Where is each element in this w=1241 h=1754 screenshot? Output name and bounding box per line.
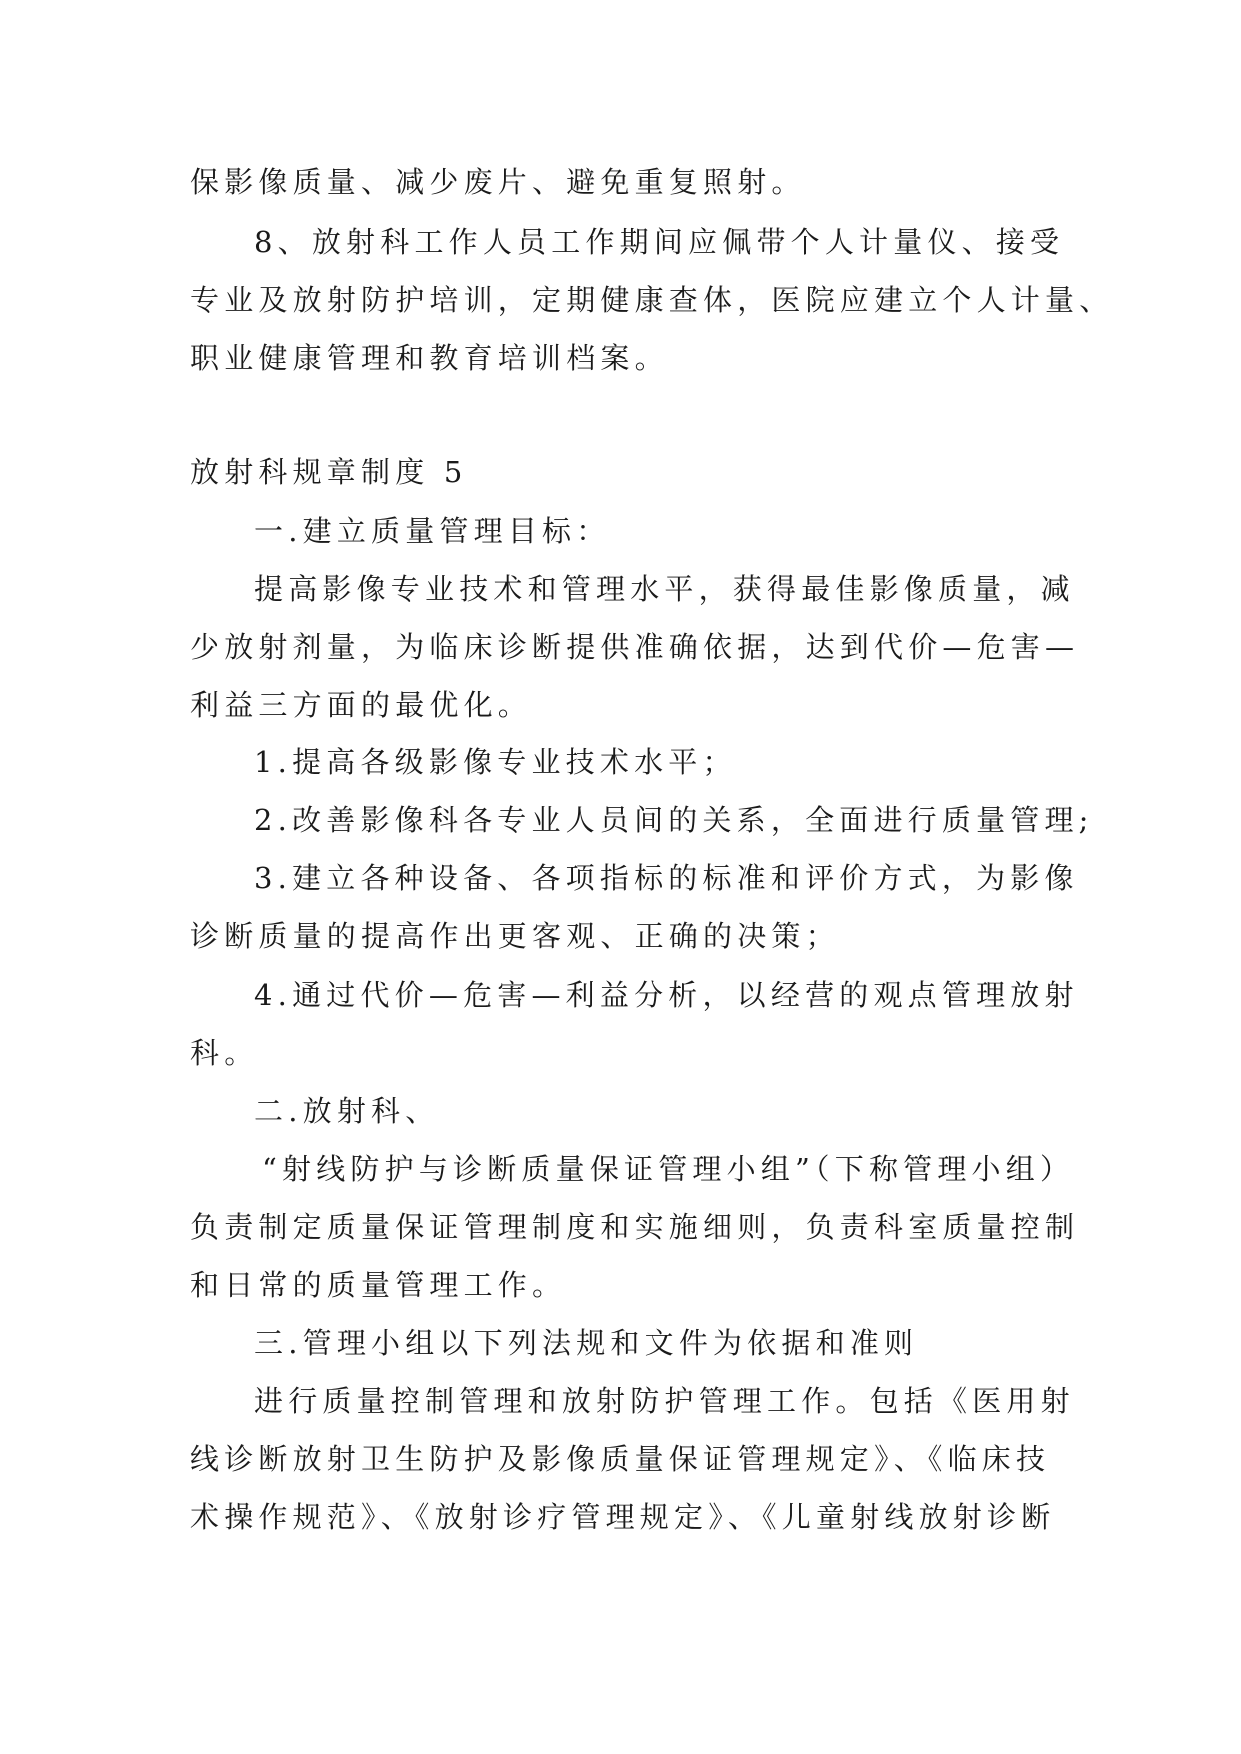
paragraph-line: 少放射剂量，为临床诊断提供准确依据，达到代价—危害— [190,630,1080,664]
paragraph-line: 职业健康管理和教育培训档案。 [190,341,669,375]
paragraph-line: 二.放射科、 [254,1094,440,1128]
paragraph-line: 诊断质量的提高作出更客观、正确的决策； [190,919,840,953]
paragraph-line: 和日常的质量管理工作。 [190,1268,567,1302]
paragraph-line: 进行质量控制管理和放射防护管理工作。包括《医用射 [254,1384,1075,1418]
paragraph-line: 负责制定质量保证管理制度和实施细则，负责科室质量控制 [190,1210,1080,1244]
paragraph-line: 科。 [190,1036,259,1070]
paragraph-line: 利益三方面的最优化。 [190,688,533,722]
paragraph-line: 线诊断放射卫生防护及影像质量保证管理规定》、《临床技 [190,1442,1051,1476]
paragraph-line: 8、放射科工作人员工作期间应佩带个人计量仪、接受 [254,225,1065,259]
list-item: 4.通过代价—危害—利益分析，以经营的观点管理放射 [254,978,1079,1012]
paragraph-line: 提高影像专业技术和管理水平，获得最佳影像质量，减 [254,572,1075,606]
paragraph-line: 三.管理小组以下列法规和文件为依据和准则 [254,1326,919,1360]
list-item: 2.改善影像科各专业人员间的关系，全面进行质量管理; [254,803,1094,837]
list-item: 1.提高各级影像专业技术水平； [254,745,737,779]
paragraph-line: 专业及放射防护培训，定期健康查体，医院应建立个人计量、 [190,283,1114,317]
paragraph-line: 术操作规范》、《放射诊疗管理规定》、《儿童射线放射诊断 [190,1500,1056,1534]
section-heading: 放射科规章制度 5 [190,455,468,489]
paragraph-line: 保影像质量、减少废片、避免重复照射。 [190,165,806,199]
list-item: 3.建立各种设备、各项指标的标准和评价方式，为影像 [254,861,1079,895]
paragraph-line: 一.建立质量管理目标： [254,514,611,548]
paragraph-line: “射线防护与诊断质量保证管理小组”（下称管理小组） [262,1152,1075,1186]
